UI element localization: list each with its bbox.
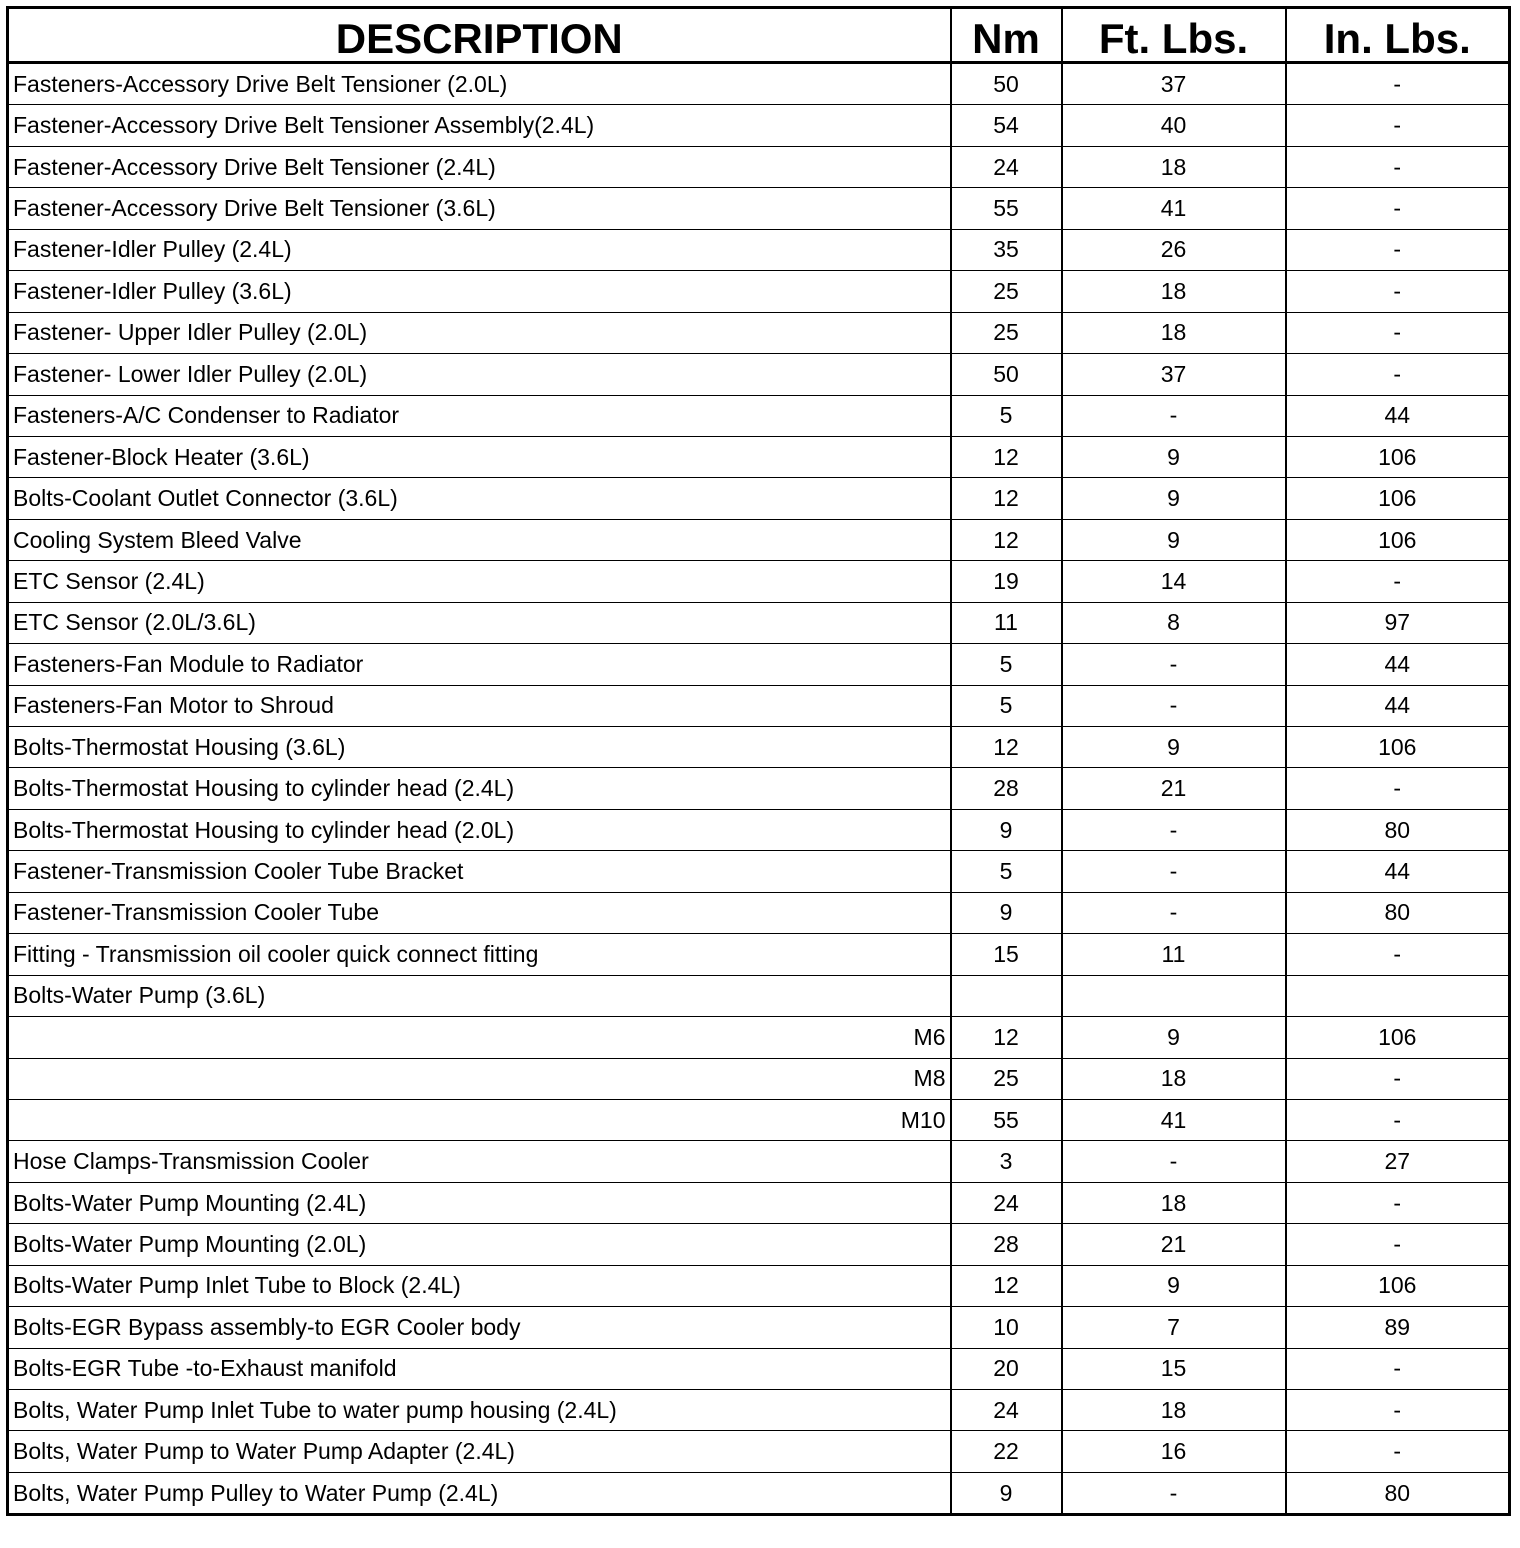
ft-lbs-cell: 15 — [1062, 1348, 1286, 1389]
description-cell: Bolts-Water Pump Inlet Tube to Block (2.4L) — [8, 1265, 951, 1306]
table-row — [8, 809, 1510, 850]
table-row — [8, 975, 1510, 1016]
in-lbs-cell: - — [1286, 1099, 1510, 1140]
table-row — [8, 727, 1510, 768]
ft-lbs-cell: 41 — [1062, 1099, 1286, 1140]
ft-lbs-cell: 9 — [1062, 1017, 1286, 1058]
in-lbs-cell: 80 — [1286, 892, 1510, 933]
ft-lbs-cell: - — [1062, 892, 1286, 933]
ft-lbs-cell: 18 — [1062, 1182, 1286, 1223]
nm-cell: 35 — [951, 229, 1062, 270]
table-row — [8, 1431, 1510, 1472]
ft-lbs-cell: 37 — [1062, 63, 1286, 105]
ft-lbs-cell: - — [1062, 644, 1286, 685]
table-row — [8, 561, 1510, 602]
nm-cell: 25 — [951, 312, 1062, 353]
table-row — [8, 188, 1510, 229]
header-row — [8, 8, 1510, 63]
ft-lbs-cell: 9 — [1062, 436, 1286, 477]
description-cell: Fastener-Transmission Cooler Tube — [8, 892, 951, 933]
description-cell: Bolts-Coolant Outlet Connector (3.6L) — [8, 478, 951, 519]
in-lbs-cell: 44 — [1286, 644, 1510, 685]
nm-cell — [951, 975, 1062, 1016]
table-row — [8, 229, 1510, 270]
nm-cell: 55 — [951, 188, 1062, 229]
description-cell: Fastener-Accessory Drive Belt Tensioner Assembly(2.4L) — [8, 105, 951, 146]
table-row — [8, 602, 1510, 643]
table-row — [8, 1058, 1510, 1099]
nm-cell: 25 — [951, 271, 1062, 312]
ft-lbs-cell: 9 — [1062, 1265, 1286, 1306]
description-cell: Fasteners-Fan Motor to Shroud — [8, 685, 951, 726]
description-cell: Fastener-Accessory Drive Belt Tensioner (2.4L) — [8, 146, 951, 187]
nm-cell: 5 — [951, 851, 1062, 892]
table-row — [8, 768, 1510, 809]
nm-cell: 12 — [951, 436, 1062, 477]
nm-cell: 3 — [951, 1141, 1062, 1182]
description-cell: Fastener-Idler Pulley (2.4L) — [8, 229, 951, 270]
description-cell: Fastener-Block Heater (3.6L) — [8, 436, 951, 477]
nm-cell: 54 — [951, 105, 1062, 146]
in-lbs-cell: - — [1286, 1390, 1510, 1431]
nm-cell: 50 — [951, 63, 1062, 105]
table-row — [8, 1348, 1510, 1389]
description-cell: Bolts-Water Pump Mounting (2.0L) — [8, 1224, 951, 1265]
in-lbs-cell: - — [1286, 146, 1510, 187]
in-lbs-cell: 106 — [1286, 436, 1510, 477]
ft-lbs-cell: 41 — [1062, 188, 1286, 229]
nm-cell: 50 — [951, 354, 1062, 395]
description-cell: Fasteners-Accessory Drive Belt Tensioner (2.0L) — [8, 63, 951, 105]
nm-cell: 28 — [951, 1224, 1062, 1265]
ft-lbs-cell: - — [1062, 809, 1286, 850]
description-cell: Fasteners-A/C Condenser to Radiator — [8, 395, 951, 436]
ft-lbs-cell: 18 — [1062, 1058, 1286, 1099]
table-row — [8, 1472, 1510, 1514]
table-row — [8, 1182, 1510, 1223]
table-row — [8, 851, 1510, 892]
nm-cell: 24 — [951, 146, 1062, 187]
nm-cell: 5 — [951, 395, 1062, 436]
table-row — [8, 644, 1510, 685]
nm-cell: 22 — [951, 1431, 1062, 1472]
nm-cell: 12 — [951, 1265, 1062, 1306]
description-cell: Fastener-Idler Pulley (3.6L) — [8, 271, 951, 312]
description-cell: Bolts-Water Pump (3.6L) — [8, 975, 951, 1016]
description-cell: Fastener- Upper Idler Pulley (2.0L) — [8, 312, 951, 353]
in-lbs-cell: 106 — [1286, 1017, 1510, 1058]
description-cell: Bolts-Thermostat Housing (3.6L) — [8, 727, 951, 768]
nm-cell: 9 — [951, 892, 1062, 933]
description-cell: M10 — [8, 1099, 951, 1140]
nm-cell: 28 — [951, 768, 1062, 809]
in-lbs-cell: - — [1286, 105, 1510, 146]
in-lbs-cell: - — [1286, 1058, 1510, 1099]
in-lbs-cell: - — [1286, 229, 1510, 270]
column-header-in-lbs: In. Lbs. — [1286, 8, 1510, 63]
table-row — [8, 1307, 1510, 1348]
table-row — [8, 1265, 1510, 1306]
table-row — [8, 271, 1510, 312]
table-row — [8, 105, 1510, 146]
ft-lbs-cell: - — [1062, 395, 1286, 436]
ft-lbs-cell: 18 — [1062, 146, 1286, 187]
ft-lbs-cell: - — [1062, 851, 1286, 892]
in-lbs-cell: 106 — [1286, 727, 1510, 768]
description-cell: Fitting - Transmission oil cooler quick connect fitting — [8, 934, 951, 975]
table-row — [8, 63, 1510, 105]
ft-lbs-cell: 8 — [1062, 602, 1286, 643]
description-cell: Bolts-Thermostat Housing to cylinder head (2.0L) — [8, 809, 951, 850]
description-cell: Bolts-Water Pump Mounting (2.4L) — [8, 1182, 951, 1223]
in-lbs-cell: - — [1286, 768, 1510, 809]
in-lbs-cell: - — [1286, 188, 1510, 229]
description-cell: Bolts-EGR Bypass assembly-to EGR Cooler body — [8, 1307, 951, 1348]
in-lbs-cell: 44 — [1286, 685, 1510, 726]
ft-lbs-cell: 14 — [1062, 561, 1286, 602]
nm-cell: 9 — [951, 809, 1062, 850]
description-cell: Fastener-Accessory Drive Belt Tensioner (3.6L) — [8, 188, 951, 229]
ft-lbs-cell: 11 — [1062, 934, 1286, 975]
nm-cell: 12 — [951, 727, 1062, 768]
description-cell: Fasteners-Fan Module to Radiator — [8, 644, 951, 685]
table-row — [8, 146, 1510, 187]
in-lbs-cell: - — [1286, 63, 1510, 105]
in-lbs-cell: - — [1286, 312, 1510, 353]
ft-lbs-cell: - — [1062, 1472, 1286, 1514]
table-row — [8, 1390, 1510, 1431]
ft-lbs-cell: 18 — [1062, 1390, 1286, 1431]
column-header-description: DESCRIPTION — [8, 8, 951, 63]
ft-lbs-cell: 18 — [1062, 312, 1286, 353]
ft-lbs-cell — [1062, 975, 1286, 1016]
description-cell: Hose Clamps-Transmission Cooler — [8, 1141, 951, 1182]
in-lbs-cell: - — [1286, 934, 1510, 975]
ft-lbs-cell: 26 — [1062, 229, 1286, 270]
nm-cell: 55 — [951, 1099, 1062, 1140]
column-header-nm: Nm — [951, 8, 1062, 63]
description-cell: Bolts, Water Pump to Water Pump Adapter (2.4L) — [8, 1431, 951, 1472]
table-row — [8, 312, 1510, 353]
table-row — [8, 892, 1510, 933]
nm-cell: 19 — [951, 561, 1062, 602]
table-row — [8, 934, 1510, 975]
ft-lbs-cell: 18 — [1062, 271, 1286, 312]
ft-lbs-cell: 9 — [1062, 727, 1286, 768]
ft-lbs-cell: 7 — [1062, 1307, 1286, 1348]
description-cell: Bolts-Thermostat Housing to cylinder head (2.4L) — [8, 768, 951, 809]
table-row — [8, 478, 1510, 519]
description-cell: Fastener- Lower Idler Pulley (2.0L) — [8, 354, 951, 395]
table-row — [8, 395, 1510, 436]
in-lbs-cell: 80 — [1286, 809, 1510, 850]
description-cell: Fastener-Transmission Cooler Tube Bracket — [8, 851, 951, 892]
description-cell: ETC Sensor (2.0L/3.6L) — [8, 602, 951, 643]
nm-cell: 5 — [951, 685, 1062, 726]
in-lbs-cell: - — [1286, 271, 1510, 312]
in-lbs-cell: 27 — [1286, 1141, 1510, 1182]
ft-lbs-cell: 9 — [1062, 478, 1286, 519]
in-lbs-cell: 106 — [1286, 1265, 1510, 1306]
nm-cell: 15 — [951, 934, 1062, 975]
in-lbs-cell: - — [1286, 1182, 1510, 1223]
in-lbs-cell: 106 — [1286, 478, 1510, 519]
nm-cell: 5 — [951, 644, 1062, 685]
in-lbs-cell: 44 — [1286, 851, 1510, 892]
ft-lbs-cell: 16 — [1062, 1431, 1286, 1472]
nm-cell: 12 — [951, 1017, 1062, 1058]
ft-lbs-cell: - — [1062, 1141, 1286, 1182]
nm-cell: 25 — [951, 1058, 1062, 1099]
ft-lbs-cell: - — [1062, 685, 1286, 726]
description-cell: Bolts, Water Pump Pulley to Water Pump (2.4L) — [8, 1472, 951, 1514]
nm-cell: 9 — [951, 1472, 1062, 1514]
ft-lbs-cell: 37 — [1062, 354, 1286, 395]
nm-cell: 10 — [951, 1307, 1062, 1348]
nm-cell: 24 — [951, 1182, 1062, 1223]
ft-lbs-cell: 21 — [1062, 768, 1286, 809]
description-cell: Cooling System Bleed Valve — [8, 519, 951, 560]
in-lbs-cell: 106 — [1286, 519, 1510, 560]
column-header-ft-lbs: Ft. Lbs. — [1062, 8, 1286, 63]
table-row — [8, 436, 1510, 477]
in-lbs-cell: - — [1286, 1431, 1510, 1472]
in-lbs-cell: - — [1286, 561, 1510, 602]
in-lbs-cell — [1286, 975, 1510, 1016]
description-cell: M6 — [8, 1017, 951, 1058]
description-cell: Bolts-EGR Tube -to-Exhaust manifold — [8, 1348, 951, 1389]
table-row — [8, 685, 1510, 726]
nm-cell: 11 — [951, 602, 1062, 643]
in-lbs-cell: - — [1286, 1348, 1510, 1389]
table-row — [8, 1224, 1510, 1265]
ft-lbs-cell: 40 — [1062, 105, 1286, 146]
torque-spec-table — [6, 6, 1511, 1516]
table-row — [8, 1017, 1510, 1058]
table-row — [8, 519, 1510, 560]
in-lbs-cell: - — [1286, 1224, 1510, 1265]
ft-lbs-cell: 9 — [1062, 519, 1286, 560]
nm-cell: 20 — [951, 1348, 1062, 1389]
description-cell: Bolts, Water Pump Inlet Tube to water pump housing (2.4L) — [8, 1390, 951, 1431]
ft-lbs-cell: 21 — [1062, 1224, 1286, 1265]
in-lbs-cell: - — [1286, 354, 1510, 395]
table-row — [8, 354, 1510, 395]
description-cell: M8 — [8, 1058, 951, 1099]
table-row — [8, 1099, 1510, 1140]
description-cell: ETC Sensor (2.4L) — [8, 561, 951, 602]
in-lbs-cell: 89 — [1286, 1307, 1510, 1348]
in-lbs-cell: 97 — [1286, 602, 1510, 643]
table-row — [8, 1141, 1510, 1182]
nm-cell: 24 — [951, 1390, 1062, 1431]
nm-cell: 12 — [951, 519, 1062, 560]
nm-cell: 12 — [951, 478, 1062, 519]
in-lbs-cell: 44 — [1286, 395, 1510, 436]
in-lbs-cell: 80 — [1286, 1472, 1510, 1514]
